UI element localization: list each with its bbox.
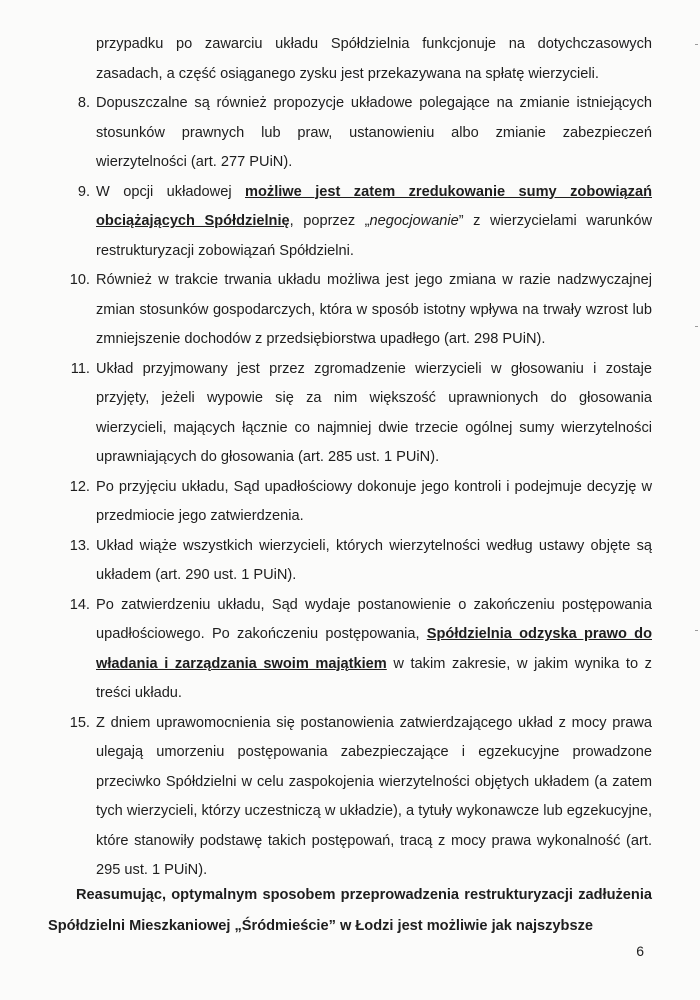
item-number: 12. — [69, 478, 90, 495]
item-text: W opcji układowej — [96, 183, 246, 200]
list-item — [69, 591, 652, 709]
item-text: Dopuszczalne są również propozycje układowe polegające na zmianie istniejących stosunków prawnych lub praw, ustanowieniu albo zmianie zabezpieczeń wierzytelności (art. 277 PUiN). — [96, 95, 652, 170]
item-number: 11. — [70, 360, 90, 377]
list-item — [70, 355, 652, 473]
item-text: Z dniem uprawomocnienia się postanowienia zatwierdzającego układ z mocy prawa ulegają umorzeniu postępowania zabezpieczające i egzekucyjne prowadzone przeciwko Spółdzielni w celu zaspokojenia wierzytelności objętych układem (a zatem tych wierzycieli, którzy uczestniczą w układzie), a tytuły wykonawcze lub egzekucyjne, które stanowiły podstawę takich postępowań, tracą z mocy prawa wykonalność (art. 295 ust. 1 PUiN). — [96, 714, 652, 878]
summary-paragraph: Reasumując, optymalnym sposobem przeprowadzenia restrukturyzacji zadłużenia Spółdzielni Mieszkaniowej „Śródmieście” w Łodzi jest możliwie jak najszybsze — [48, 887, 652, 934]
scan-margin-mark — [695, 630, 698, 631]
emphasis-text: Spółdzielnia odzyska prawo do władania i zarządzania swoim majątkiem — [96, 626, 652, 672]
emphasis-text: możliwe jest zatem zredukowanie sumy zobowiązań obciążających Spółdzielnię — [96, 183, 652, 229]
item-text: Układ przyjmowany jest przez zgromadzenie wierzycieli w głosowaniu i zostaje przyjęty, jeżeli wypowie się za nim większość uprawnionych do głosowania wierzycieli, mających łącznie co najmniej dwie trzecie ogólnej sumy wierzytelności uprawniających do głosowania (art. 285 ust. 1 PUiN). — [96, 360, 652, 465]
list-item — [69, 532, 652, 591]
item-number: 10. — [69, 272, 90, 288]
item-text: Po zatwierdzeniu układu, Sąd wydaje postanowienie o zakończeniu postępowania upadłościowego. Po zakończeniu postępowania, — [96, 596, 652, 642]
item-number: 15. — [69, 714, 90, 731]
list-item — [77, 89, 652, 178]
list-item — [69, 473, 652, 532]
item-text: Również w trakcie trwania układu możliwa jest jego zmiana w razie nadzwyczajnej zmian stosunków gospodarczych, która w sposób istotny wpływa na trwały wzrost lub zmniejszenie dochodów z przedsiębiorstwa upadłego (art. 298 PUiN). — [96, 272, 652, 347]
item-number: 13. — [69, 537, 90, 554]
list-item — [69, 709, 652, 886]
item-number: 14. — [69, 596, 90, 613]
numbered-list — [69, 89, 652, 886]
item-text: ” z wierzycielami warunków restrukturyzacji zobowiązań Spółdzielni. — [96, 213, 652, 259]
list-item — [77, 178, 652, 267]
item-number: 8. — [77, 95, 90, 111]
scan-margin-mark — [695, 44, 698, 45]
item-text: , poprzez „ — [289, 213, 370, 229]
italic-text: negocjowanie — [369, 213, 459, 229]
list-item — [69, 266, 652, 355]
item-text: w takim zakresie, w jakim wynika to z treści układu. — [96, 655, 652, 701]
item-text: Po przyjęciu układu, Sąd upadłościowy dokonuje jego kontroli i podejmuje decyzję w przedmiocie jego zatwierdzenia. — [96, 478, 652, 524]
item-text: Układ wiąże wszystkich wierzycieli, których wierzytelności według ustawy objęte są układem (art. 290 ust. 1 PUiN). — [96, 537, 652, 583]
continuation-paragraph: przypadku po zawarciu układu Spółdzielnia funkcjonuje na dotychczasowych zasadach, a część osiąganego zysku jest przekazywana na spłatę wierzycieli. — [96, 36, 652, 82]
scan-margin-mark — [695, 326, 698, 327]
page-number: 6 — [636, 943, 644, 959]
item-number: 9. — [77, 183, 90, 200]
